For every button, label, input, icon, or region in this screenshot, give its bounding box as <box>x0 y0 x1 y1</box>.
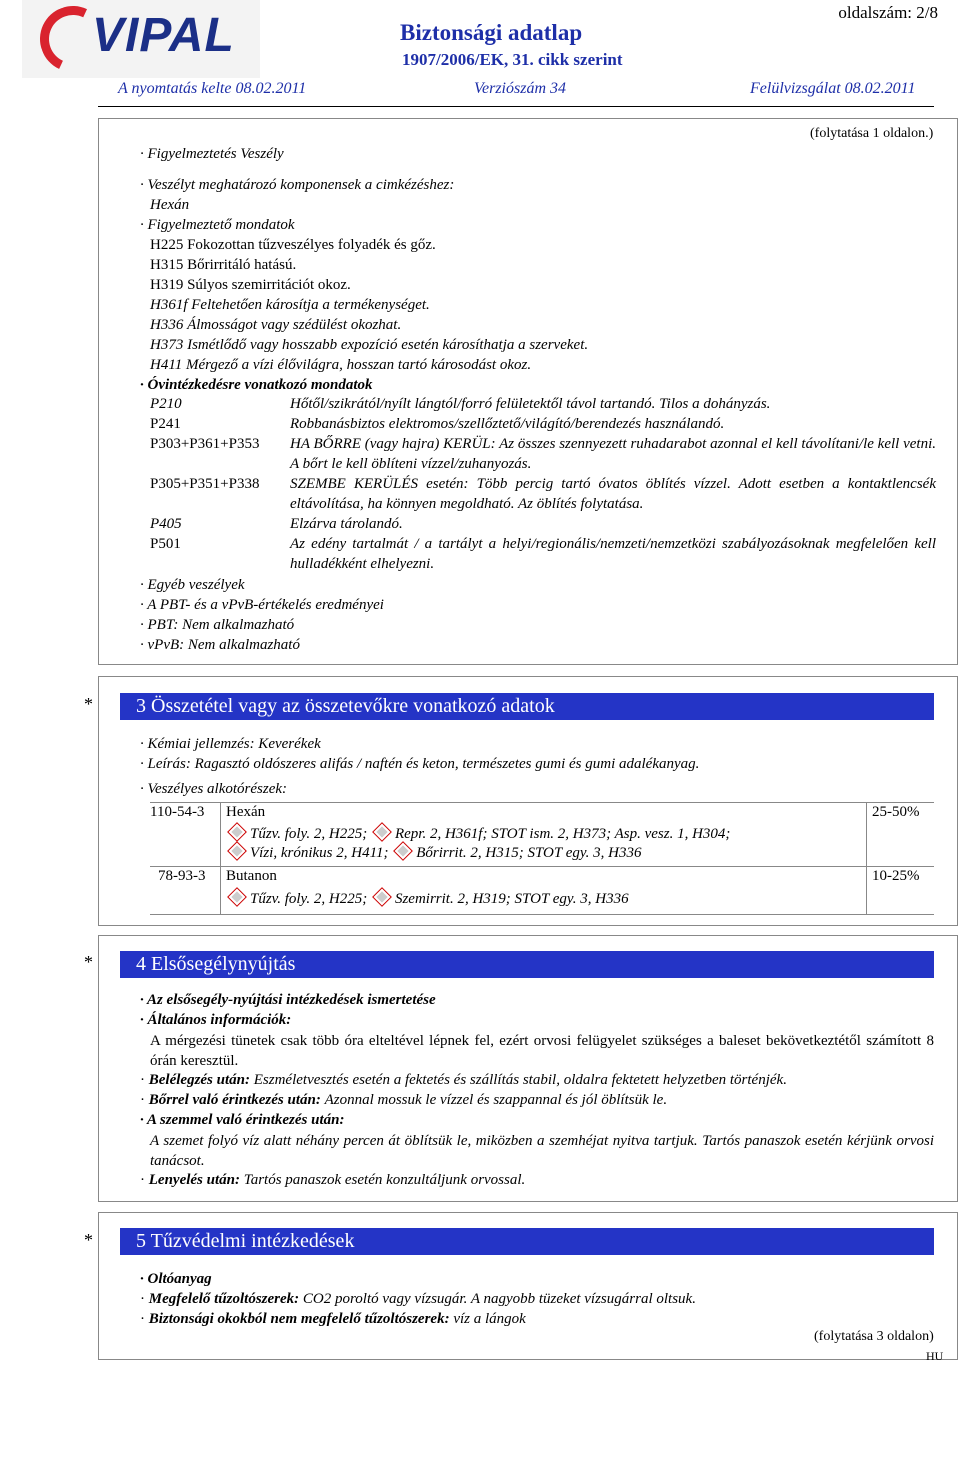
precautionary-statement <box>150 394 936 414</box>
hazard-statements-list <box>150 237 588 377</box>
precautionary-statement <box>150 414 936 434</box>
signal-label: Figyelmeztetés <box>147 146 237 162</box>
hazard-statement: H361f Feltehetően károsítja a termékenységet. <box>150 297 430 313</box>
signal-word-row <box>140 146 284 163</box>
precaution-code: P405 <box>150 516 182 532</box>
chem-label: · Kémiai jellemzés: Keverékek <box>140 736 321 753</box>
pbt-row <box>140 617 294 634</box>
table-rule-bottom <box>150 914 934 915</box>
classification-text: Tűzv. foly. 2, H225; <box>250 826 368 842</box>
precaution-text: Robbanásbiztos elektromos/szellőztető/világító/berendezés használandó. <box>290 416 725 432</box>
substance-name: Hexán <box>226 804 266 820</box>
classification-line <box>226 825 730 843</box>
classification-text: Vízi, krónikus 2, H411; <box>250 845 389 861</box>
pbt-label: PBT: <box>147 617 179 633</box>
continued-from: (folytatása 1 oldalon.) <box>810 126 934 141</box>
table-col-divider <box>866 802 867 914</box>
hazard-statement: H315 Bőrirritáló hatású. <box>150 257 297 273</box>
precautionary-statement <box>150 534 936 574</box>
section5-title: 5 Tűzvédelmi intézkedések <box>136 1230 355 1252</box>
desc-label: Leírás: <box>147 756 191 772</box>
language-code: HU <box>926 1349 944 1363</box>
media-label: · Oltóanyag <box>140 1271 212 1288</box>
precautionary-statement <box>150 474 936 514</box>
suitable-label: Megfelelő tűzoltószerek: <box>148 1291 300 1307</box>
print-date: A nyomtatás kelte 08.02.2011 <box>118 80 307 97</box>
substance-percent: 25-50% <box>872 804 920 820</box>
flame-icon <box>227 887 247 907</box>
revision-date: Felülvizsgálat 08.02.2011 <box>750 80 916 97</box>
suitable-row <box>140 1291 696 1308</box>
description-row <box>140 756 699 773</box>
precautionary-statement <box>150 434 936 474</box>
version-number: Verziószám 34 <box>474 80 567 97</box>
inhalation-row <box>140 1072 787 1089</box>
precautionary-list <box>150 394 936 574</box>
page-number: oldalszám: 2/8 <box>838 3 938 22</box>
component-name: Hexán <box>150 197 190 213</box>
hazard-statement: H336 Álmosságot vagy szédülést okozhat. <box>150 317 402 333</box>
desc-value: Ragasztó oldószeres alifás / naftén és keton, természetes gumi és gumi adalékanyag. <box>194 756 700 772</box>
eye-text: A szemet folyó víz alatt néhány percen át öblítsük le, miközben a szemhéjat nyitva tartjuk. Tartós panaszok esetén kérjünk orvosi tanácsot. <box>150 1133 934 1169</box>
eye-label: · A szemmel való érintkezés után: <box>140 1112 344 1129</box>
precaution-text: SZEMBE KERÜLÉS esetén: Több percig tartó óvatos öblítés vízzel. Adott esetben a kontaktlencsék eltávolítása, ha könnyen megoldható. Az öblítés folytatása. <box>290 476 936 512</box>
substance-percent: 10-25% <box>872 868 920 884</box>
section4-heading <box>120 951 934 978</box>
ingestion-label: Lenyelés után: <box>148 1172 240 1188</box>
pbt-heading: · A PBT- és a vPvB-értékelés eredményei <box>140 597 384 614</box>
precaution-code: P501 <box>150 536 181 552</box>
precaution-text: Elzárva tárolandó. <box>290 516 403 532</box>
inhalation-label: Belélegzés után: <box>148 1072 250 1088</box>
table-col-divider <box>220 802 221 914</box>
classification-text: Szemirrit. 2, H319; STOT egy. 3, H336 <box>394 891 629 907</box>
precautionary-label: · Óvintézkedésre vonatkozó mondatok <box>140 377 373 394</box>
unsuitable-row <box>140 1311 526 1328</box>
signal-value: Veszély <box>240 146 284 162</box>
ingestion-row <box>140 1172 525 1189</box>
cas-number: 78-93-3 <box>158 868 206 884</box>
unsuitable-text: víz a lángok <box>453 1311 526 1327</box>
precaution-text: Hőtől/szikrától/nyílt lángtól/forró felületektől távol tartandó. Tilos a dohányzás. <box>290 396 771 412</box>
cas-number: 110-54-3 <box>150 804 205 820</box>
precaution-code: P305+P351+P338 <box>150 476 260 492</box>
section5-heading <box>120 1228 934 1255</box>
hazard-statement: H411 Mérgező a vízi élővilágra, hosszan tartó károsodást okoz. <box>150 357 532 373</box>
document-title: Biztonsági adatlap <box>400 20 583 45</box>
hazard-statements-label: · Figyelmeztető mondatok <box>140 217 295 234</box>
firstaid-desc-label: · Az elsősegély-nyújtási intézkedések ismertetése <box>140 992 436 1009</box>
classification-line <box>226 890 629 908</box>
table-rule-mid <box>150 866 934 867</box>
header-divider <box>98 106 934 107</box>
hazardous-label: · Veszélyes alkotórészek: <box>140 781 287 798</box>
unsuitable-label: Biztonsági okokból nem megfelelő tűzoltószerek: <box>148 1311 450 1327</box>
classification-text: Tűzv. foly. 2, H225; <box>250 891 368 907</box>
health-hazard-icon <box>372 822 392 842</box>
classification-text: Bőrirrit. 2, H315; STOT egy. 3, H336 <box>416 845 642 861</box>
precaution-text: Az edény tartalmát / a tartályt a helyi/regionális/nemzeti/nemzetközi szabályozásoknak megfelelően kell hulladékként elhelyezni. <box>290 536 936 572</box>
inhalation-text: Eszméletvesztés esetén a fektetés és szállítás stabil, oldalra fektetett helyzetben történjék. <box>253 1072 787 1088</box>
flame-icon <box>227 822 247 842</box>
section4-star: * <box>84 952 93 972</box>
precaution-text: HA BŐRRE (vagy hajra) KERÜL: Az összes szennyezett ruhadarabot azonnal el kell távolítani/le kell vetni. A bőrt le kell öblíteni vízzel/zuhanyozás. <box>290 436 936 472</box>
section4-title: 4 Elsősegélynyújtás <box>136 953 296 975</box>
skin-row <box>140 1092 667 1109</box>
section5-star: * <box>84 1230 93 1250</box>
precaution-code: P303+P361+P353 <box>150 436 260 452</box>
components-label: · Veszélyt meghatározó komponensek a cimkézéshez: <box>140 177 454 194</box>
skin-text: Azonnal mossuk le vízzel és szappannal és jól öblítsük le. <box>324 1092 668 1108</box>
vpvb-label: vPvB: <box>147 637 185 653</box>
pbt-value: Nem alkalmazható <box>182 617 295 633</box>
logo-text: VIPAL <box>92 9 235 62</box>
precaution-code: P210 <box>150 396 182 412</box>
classification-text: Repr. 2, H361f; STOT ism. 2, H373; Asp. vesz. 1, H304; <box>394 826 731 842</box>
skin-label: Bőrrel való érintkezés után: <box>148 1092 321 1108</box>
ingestion-text: Tartós panaszok esetén konzultáljunk orvossal. <box>243 1172 526 1188</box>
substance-name: Butanon <box>226 868 277 884</box>
exclamation-icon <box>372 887 392 907</box>
general-info-label: · Általános információk: <box>140 1012 291 1029</box>
section3-star: * <box>84 694 93 714</box>
precautionary-statement <box>150 514 936 534</box>
vpvb-value: Nem alkalmazható <box>187 637 300 653</box>
regulation-ref: 1907/2006/EK, 31. cikk szerint <box>402 50 623 69</box>
continued-to: (folytatása 3 oldalon) <box>814 1329 934 1344</box>
general-info-text: A mérgezési tünetek csak több óra elteltével lépnek fel, ezért orvosi felügyelet szükséges a baleset bekövetkeztétől számított 8 órán keresztül. <box>150 1033 934 1069</box>
table-rule-top <box>150 802 934 803</box>
hazard-statement: H225 Fokozottan tűzveszélyes folyadék és gőz. <box>150 237 436 253</box>
vpvb-row <box>140 637 300 654</box>
section3-title: 3 Összetétel vagy az összetevőkre vonatkozó adatok <box>136 695 555 717</box>
vipal-logo <box>22 0 260 78</box>
classification-line <box>226 844 642 862</box>
other-hazards: · Egyéb veszélyek <box>140 577 245 594</box>
section3-heading <box>120 693 934 720</box>
hazard-statement: H319 Súlyos szemirritációt okoz. <box>150 277 351 293</box>
suitable-text: CO2 poroltó vagy vízsugár. A nagyobb tüzeket vízsugárral oltsuk. <box>302 1291 696 1307</box>
exclamation-icon <box>393 841 413 861</box>
environment-icon <box>227 841 247 861</box>
hazard-statement: H373 Ismétlődő vagy hosszabb expozíció esetén károsíthatja a szerveket. <box>150 337 589 353</box>
precaution-code: P241 <box>150 416 181 432</box>
